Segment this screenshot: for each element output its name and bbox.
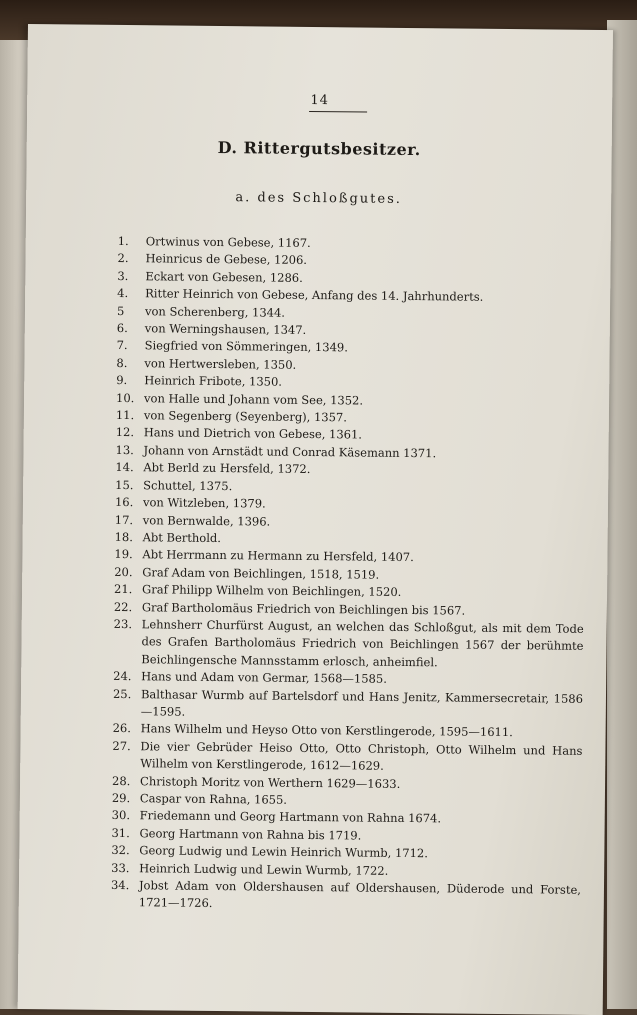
list-item-text: Heinricus de Gebese, 1206.	[145, 251, 308, 268]
section-heading: D. Rittergutsbesitzer.	[217, 137, 421, 160]
list-item-number: 21.	[114, 582, 133, 597]
list-item-number: 32.	[111, 843, 130, 858]
list-item-number: 8.	[116, 355, 128, 370]
list-item-number: 17.	[114, 512, 134, 527]
list-item-number: 34.	[110, 877, 130, 893]
list-item-text: von Witzleben, 1379.	[142, 495, 266, 511]
list-item-text: Graf Bartholomäus Friedrich von Beichlingen bis 1567.	[141, 599, 466, 618]
list-item-number: 13.	[115, 442, 134, 458]
list-item-text: Hans Wilhelm und Heyso Otto von Kerstlingerode, 1595—1611.	[140, 721, 513, 740]
list-item-number: 3.	[117, 268, 129, 283]
book-page	[18, 24, 613, 1015]
list-item-text: Caspar von Rahna, 1655.	[139, 791, 288, 807]
list-item-number: 15.	[115, 477, 134, 492]
list-item-number: 30.	[111, 808, 131, 823]
list-item-number: 28.	[112, 773, 131, 788]
page-number: 14	[310, 92, 330, 109]
list-item-text: von Hertwersleben, 1350.	[144, 356, 297, 372]
list-item-text: Graf Adam von Beichlingen, 1518, 1519.	[142, 564, 380, 582]
list-item-text: Georg Hartmann von Rahna bis 1719.	[139, 826, 362, 843]
list-item-text: Ortwinus von Gebese, 1167.	[145, 234, 311, 250]
list-item-number: 11.	[115, 408, 135, 423]
owner-list	[111, 233, 588, 917]
list-item-number: 5	[116, 303, 125, 318]
list-item-text: Graf Philipp Wilhelm von Beichlingen, 1520.	[142, 582, 402, 600]
list-item-text: Heinrich Fribote, 1350.	[144, 373, 283, 389]
list-item-number: 29.	[111, 790, 131, 806]
list-item-number: 10.	[116, 390, 135, 405]
list-item-text: von Bernwalde, 1396.	[142, 512, 271, 529]
list-item-text: von Halle und Johann vom See, 1352.	[144, 390, 364, 408]
list-item-text: Eckart von Gebesen, 1286.	[145, 269, 303, 285]
list-item-text: Abt Berthold.	[142, 530, 222, 545]
list-item	[111, 877, 581, 917]
list-item-number: 33.	[111, 860, 130, 875]
list-item-number: 6.	[116, 320, 128, 336]
list-item-text: Christoph Moritz von Werthern 1629—1633.	[140, 773, 401, 791]
list-item-text: Balthasar Wurmb auf Bartelsdorf und Hans Jenitz, Kammersecretair, 1586—1595.	[140, 686, 584, 719]
list-item-text: Johann von Arnstädt und Conrad Käsemann 1371.	[143, 443, 437, 461]
list-item-number: 27.	[112, 738, 131, 753]
list-item-text: Georg Ludwig und Lewin Heinrich Wurmb, 1712.	[139, 843, 429, 861]
list-item-number: 1.	[117, 233, 129, 249]
list-item-number: 2.	[117, 251, 129, 266]
list-item-text: Ritter Heinrich von Gebese, Anfang des 14. Jahrhunderts.	[145, 286, 484, 305]
list-item-text: Jobst Adam von Oldershausen auf Oldershausen, Düderode und Forste, 1721—1726.	[138, 878, 582, 911]
list-item-number: 26.	[112, 721, 131, 736]
list-item-text: Abt Herrmann zu Hermann zu Hersfeld, 1407.	[142, 547, 414, 565]
list-item-number: 18.	[114, 529, 134, 545]
list-item-number: 19.	[114, 547, 133, 562]
list-item-text: Siegfried von Sömmeringen, 1349.	[144, 338, 348, 355]
list-item-number: 16.	[114, 495, 134, 510]
list-item-text: Hans und Adam von Germar, 1568—1585.	[141, 669, 387, 686]
page-number-rule	[309, 111, 367, 113]
list-item-number: 14.	[115, 460, 134, 475]
list-item-text: Abt Berld zu Hersfeld, 1372.	[143, 460, 311, 477]
list-item-number: 23.	[113, 616, 133, 632]
list-item-text: Heinrich Ludwig und Lewin Wurmb, 1722.	[139, 860, 389, 878]
list-item-number: 12.	[115, 425, 135, 440]
list-item-text: von Werningshausen, 1347.	[144, 321, 307, 337]
subsection-heading: a. des Schloßgutes.	[235, 190, 402, 207]
list-item-text: Die vier Gebrüder Heiso Otto, Otto Christoph, Otto Wilhelm und Hans Wilhelm von Kerstlingerode, 1612—1629.	[140, 738, 583, 773]
list-item-number: 24.	[113, 669, 132, 684]
list-item	[113, 616, 584, 673]
list-item-text: von Scherenberg, 1344.	[144, 303, 286, 320]
list-item-text: Lehnsherr Churfürst August, an welchen das Schloßgut, als mit dem Tode des Grafen Bartholomäus Friedrich von Beichlingen 1567 der berühmte Beichlingensche Mannsstamm erlosch, anheimfiel.	[141, 617, 584, 670]
list-item-number: 20.	[114, 564, 133, 579]
list-item-number: 7.	[116, 338, 128, 353]
list-item-number: 25.	[112, 686, 132, 701]
list-item	[113, 685, 583, 725]
list-item-text: Hans und Dietrich von Gebese, 1361.	[143, 425, 363, 442]
list-item-number: 31.	[111, 825, 130, 840]
list-item-text: von Segenberg (Seyenberg), 1357.	[143, 408, 348, 425]
list-item-number: 22.	[113, 599, 133, 614]
list-item-text: Schuttel, 1375.	[143, 477, 233, 493]
list-item-number: 4.	[117, 286, 129, 301]
list-item-text: Friedemann und Georg Hartmann von Rahna 1674.	[139, 808, 442, 826]
list-item	[112, 738, 582, 778]
list-item-number: 9.	[116, 373, 128, 388]
